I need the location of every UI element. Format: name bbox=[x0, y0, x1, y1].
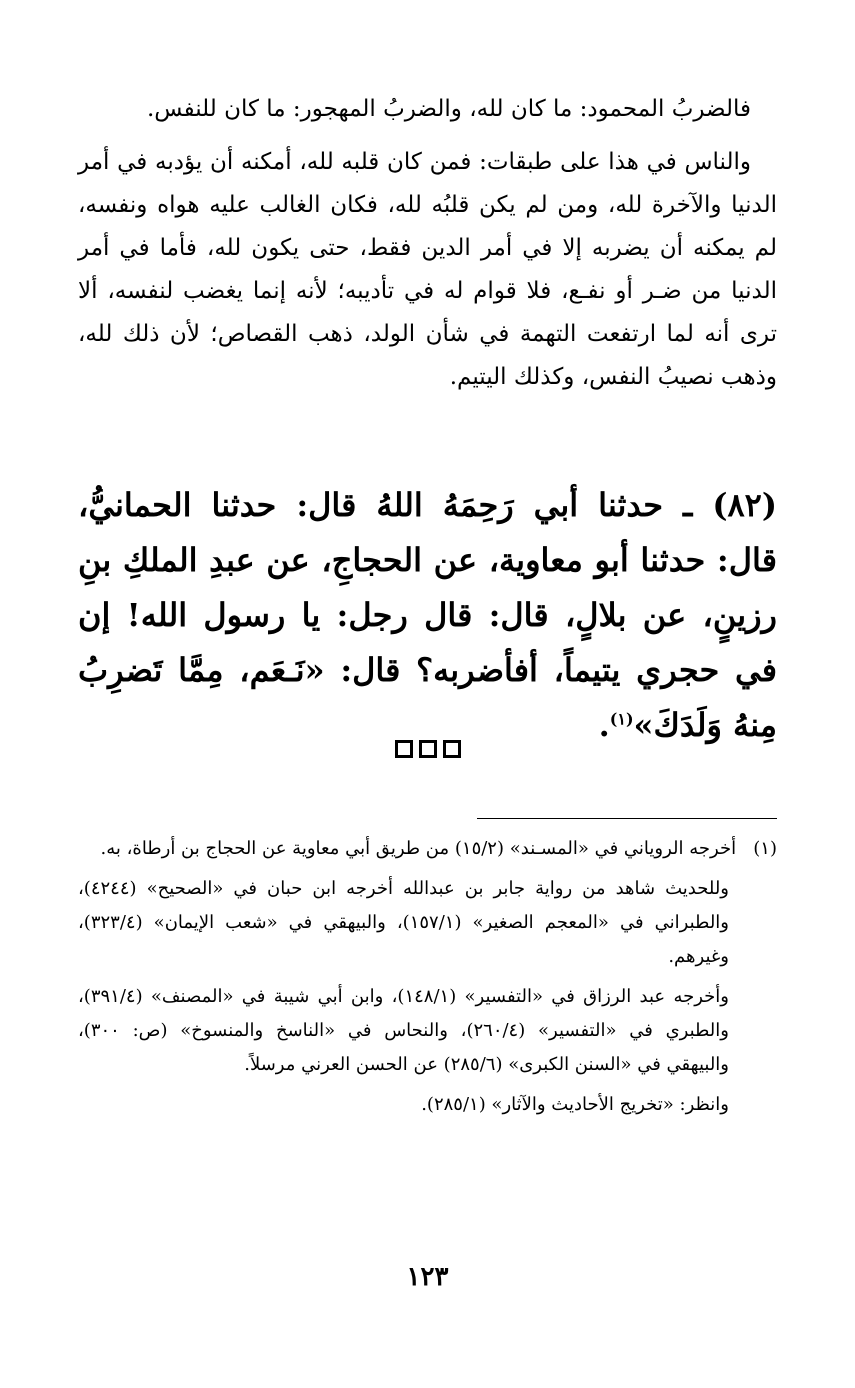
page bbox=[78, 0, 777, 1388]
hadith-number: (٨٢) bbox=[712, 486, 777, 524]
separator-square-icon bbox=[419, 740, 437, 758]
footnote-1-cont-3: وانظر: «تخريج الأحاديث والآثار» (٢٨٥/١). bbox=[421, 1094, 729, 1115]
paragraph-2: والناس في هذا على طبقات: فمن كان قلبه لله، أمكنه أن يؤدبه في أمر الدنيا والآخرة لله، ومن لم يكن قلبُه لله، فكان الغالب عليه هواه ونفسه، لم يمكنه أن يضربه إلا في أمر الدين فقط، حتى يكون لله، فأما في أمر الدنيا من ضـر أو نفـع، فلا قوام له في تأديبه؛ لأنه إنما يغضب لنفسه، ألا ترى أنه لما ارتفعت التهمة في شأن الولد، ذهب القصاص؛ لأن ذلك لله، وذهب نصيبُ النفس، وكذلك اليتيم. bbox=[78, 149, 777, 390]
section-separator bbox=[78, 740, 777, 762]
separator-square-icon bbox=[443, 740, 461, 758]
footnote-reference[interactable]: (١) bbox=[609, 709, 634, 729]
hadith-end-punctuation: . bbox=[598, 706, 610, 744]
footnote-text: أخرجه الروياني في «المسـند» (١٥/٢) من طريق أبي معاوية عن الحجاج بن أرطاة، به. bbox=[100, 838, 737, 859]
footnote-divider bbox=[477, 818, 777, 819]
paragraph-1: فالضربُ المحمود: ما كان لله، والضربُ المهجور: ما كان للنفس. bbox=[146, 96, 751, 122]
footnote-1 bbox=[78, 832, 777, 866]
footnotes bbox=[78, 832, 777, 1122]
hadith-block bbox=[78, 478, 777, 753]
body-text bbox=[78, 88, 777, 399]
separator-square-icon bbox=[395, 740, 413, 758]
footnote-1-cont-1: وللحديث شاهد من رواية جابر بن عبدالله أخرجه ابن حبان في «الصحيح» (٤٢٤٤)، والطبراني في «المعجم الصغير» (١٥٧/١)، والبيهقي في «شعب الإيمان» (٣٢٣/٤)، وغيرهم. bbox=[78, 878, 729, 967]
footnote-marker: (١) bbox=[753, 838, 777, 859]
footnote-1-cont-2: وأخرجه عبد الرزاق في «التفسير» (١٤٨/١)، وابن أبي شيبة في «المصنف» (٣٩١/٤)، والطبري في «التفسير» (٢٦٠/٤)، والنحاس في «الناسخ والمنسوخ» (ص: ٣٠٠)، والبيهقي في «السنن الكبرى» (٢٨٥/٦) عن الحسن العرني مرسلاً. bbox=[78, 986, 729, 1075]
hadith-text: ـ حدثنا أبي رَحِمَهُ اللهُ قال: حدثنا الحمانيُّ، قال: حدثنا أبو معاوية، عن الحجاجِ، عن عبدِ الملكِ بنِ رزينٍ، عن بلالٍ، قال: قال رجل: يا رسول الله! إن في حجري يتيماً، أفأضربه؟ قال: «نَـعَم، مِمَّا تَضرِبُ مِنهُ وَلَدَكَ» bbox=[78, 486, 777, 744]
page-number: ١٢٣ bbox=[406, 1262, 449, 1292]
